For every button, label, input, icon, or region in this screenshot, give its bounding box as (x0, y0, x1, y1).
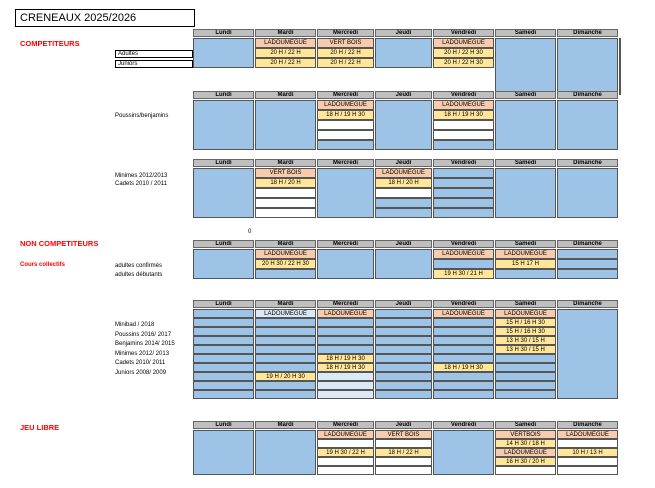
slot-cell: LADOUMEGUE (317, 309, 374, 318)
slot-cell: LADOUMEGUE (375, 168, 432, 178)
empty-slot (433, 336, 494, 345)
empty-slot (317, 249, 374, 279)
empty-slot (495, 100, 556, 150)
empty-slot (557, 100, 618, 150)
day-header-vendredi: Vendredi (433, 159, 494, 167)
empty-slot (557, 269, 618, 279)
empty-slot (433, 140, 494, 150)
slot-cell: LADOUMEGUE (557, 430, 618, 439)
day-header-lundi: Lundi (193, 29, 254, 37)
empty-slot (193, 327, 254, 336)
section-non-competiteurs: NON COMPETITEURS (20, 239, 99, 248)
empty-slot (255, 269, 316, 279)
empty-slot (375, 38, 432, 68)
empty-slot (255, 390, 316, 399)
label-cadets-2: Cadets 2010/ 2011 (115, 360, 166, 366)
empty-slot (317, 120, 374, 130)
empty-slot (255, 100, 316, 150)
empty-slot (255, 363, 316, 372)
label-poussins-benjamins: Poussins/benjamins (115, 113, 169, 119)
empty-slot (433, 208, 494, 218)
table-adults-juniors (193, 29, 613, 75)
empty-slot (193, 345, 254, 354)
empty-slot (433, 354, 494, 363)
day-header-vendredi: Vendredi (433, 29, 494, 37)
empty-slot (495, 466, 556, 475)
slot-cell: 18 H / 19 H 30 (433, 110, 494, 120)
slot-cell: LADOUMEGUE (433, 38, 494, 48)
empty-slot (317, 336, 374, 345)
empty-slot (375, 327, 432, 336)
empty-slot (433, 327, 494, 336)
empty-slot (375, 309, 432, 318)
empty-slot (255, 430, 316, 475)
empty-slot (375, 466, 432, 475)
empty-slot (433, 381, 494, 390)
empty-slot (557, 309, 618, 399)
slot-cell: 13 H 30 / 15 H (495, 336, 556, 345)
empty-slot (255, 188, 316, 198)
section-cours-collectifs: Cours collectifs (20, 262, 66, 268)
slot-cell: 18 H / 19 H 30 (317, 110, 374, 120)
day-header-mercredi: Mercredi (317, 29, 374, 37)
label-juniors-2: Juniors 2008/ 2009 (115, 370, 167, 376)
empty-slot (557, 439, 618, 448)
day-header-samedi: Samedi (495, 29, 556, 37)
slot-cell: 20 H / 22 H (317, 58, 374, 68)
label-benjamins: Benjamins 2014/ 2015 (115, 341, 175, 347)
slot-cell: LADOUMEGUE (255, 249, 316, 259)
label-minimes-2: Minimes 2012/ 2013 (115, 351, 170, 357)
empty-slot (375, 345, 432, 354)
empty-slot (317, 439, 374, 448)
day-header-mardi: Mardi (255, 159, 316, 167)
table-non-competiteurs-adultes (193, 240, 613, 280)
empty-slot (193, 249, 254, 279)
empty-slot (193, 336, 254, 345)
empty-slot (375, 457, 432, 466)
empty-slot (317, 168, 374, 218)
slot-cell: 20 H / 22 H 30 (433, 58, 494, 68)
day-header-jeudi: Jeudi (375, 91, 432, 99)
empty-slot (433, 168, 494, 178)
empty-slot (495, 354, 556, 363)
empty-slot (375, 336, 432, 345)
slot-cell: 13 H 30 / 15 H (495, 345, 556, 354)
slot-cell: 19 H / 20 H 30 (255, 372, 316, 381)
empty-slot (557, 168, 618, 218)
table-jeu-libre (193, 421, 613, 473)
label-poussins: Poussins 2016/ 2017 (115, 332, 172, 338)
day-header-mardi: Mardi (255, 300, 316, 308)
table-minimes-cadets (193, 159, 613, 217)
empty-slot (193, 390, 254, 399)
empty-slot (193, 363, 254, 372)
day-header-dimanche: Dimanche (557, 240, 618, 248)
empty-slot (255, 354, 316, 363)
slot-cell: LADOUMEGUE (255, 38, 316, 48)
empty-slot (495, 168, 556, 218)
slot-cell: 18 H / 20 H (255, 178, 316, 188)
empty-slot (375, 354, 432, 363)
empty-slot (557, 38, 618, 95)
empty-slot (433, 390, 494, 399)
empty-slot (375, 390, 432, 399)
day-header-jeudi: Jeudi (375, 29, 432, 37)
day-header-vendredi: Vendredi (433, 421, 494, 429)
slot-cell: 20 H / 22 H (255, 58, 316, 68)
empty-slot (193, 318, 254, 327)
slot-cell: 15 H / 16 H 30 (495, 327, 556, 336)
table-poussins-benjamins (193, 91, 613, 149)
day-header-dimanche: Dimanche (557, 421, 618, 429)
empty-slot (317, 130, 374, 140)
empty-slot (375, 208, 432, 218)
day-header-samedi: Samedi (495, 240, 556, 248)
empty-slot (317, 381, 374, 390)
day-header-mercredi: Mercredi (317, 91, 374, 99)
slot-cell: 16 H 30 / 20 H (495, 457, 556, 466)
day-header-mercredi: Mercredi (317, 421, 374, 429)
slot-cell: 10 H / 13 H (557, 448, 618, 457)
empty-slot (433, 318, 494, 327)
day-header-lundi: Lundi (193, 240, 254, 248)
slot-cell: LADOUMEGUE (433, 100, 494, 110)
day-header-samedi: Samedi (495, 159, 556, 167)
slot-cell: 18 H / 19 H 30 (433, 363, 494, 372)
slot-cell: 18 H / 19 H 30 (317, 354, 374, 363)
empty-slot (317, 318, 374, 327)
label-adultes-debutants: adultes débutants (115, 272, 163, 278)
competiteurs-label-box (115, 50, 193, 68)
day-header-mercredi: Mercredi (317, 240, 374, 248)
label-juniors: Juniors (115, 60, 193, 68)
label-adultes-confirmes: adultes confirmés (115, 263, 163, 269)
slot-cell: LADOUMEGUE (433, 249, 494, 259)
day-header-jeudi: Jeudi (375, 421, 432, 429)
day-header-samedi: Samedi (495, 300, 556, 308)
day-header-samedi: Samedi (495, 421, 556, 429)
day-header-dimanche: Dimanche (557, 29, 618, 37)
slot-cell: LADOUMEGUE (495, 249, 556, 259)
empty-slot (317, 466, 374, 475)
empty-slot (193, 100, 254, 150)
empty-slot (495, 381, 556, 390)
day-header-dimanche: Dimanche (557, 300, 618, 308)
empty-slot (433, 178, 494, 188)
day-header-mercredi: Mercredi (317, 159, 374, 167)
day-header-dimanche: Dimanche (557, 91, 618, 99)
day-header-jeudi: Jeudi (375, 159, 432, 167)
empty-slot (495, 372, 556, 381)
empty-slot (317, 457, 374, 466)
slot-cell: 20 H 30 / 22 H 30 (255, 259, 316, 269)
empty-slot (317, 327, 374, 336)
empty-slot (255, 318, 316, 327)
empty-slot (433, 372, 494, 381)
empty-slot (255, 381, 316, 390)
day-header-jeudi: Jeudi (375, 300, 432, 308)
day-header-jeudi: Jeudi (375, 240, 432, 248)
day-header-mercredi: Mercredi (317, 300, 374, 308)
empty-slot (375, 100, 432, 150)
empty-slot (375, 198, 432, 208)
day-header-lundi: Lundi (193, 300, 254, 308)
empty-slot (193, 168, 254, 218)
empty-slot (255, 327, 316, 336)
empty-slot (255, 208, 316, 218)
empty-slot (317, 390, 374, 399)
day-header-mardi: Mardi (255, 29, 316, 37)
empty-slot (255, 345, 316, 354)
day-header-vendredi: Vendredi (433, 300, 494, 308)
day-header-vendredi: Vendredi (433, 240, 494, 248)
empty-slot (193, 354, 254, 363)
day-header-mardi: Mardi (255, 240, 316, 248)
empty-slot (495, 390, 556, 399)
empty-slot (433, 130, 494, 140)
empty-slot (193, 381, 254, 390)
empty-slot (375, 188, 432, 198)
empty-slot (193, 372, 254, 381)
day-header-vendredi: Vendredi (433, 91, 494, 99)
label-cadets: Cadets 2010 / 2011 (115, 181, 167, 187)
day-header-samedi: Samedi (495, 91, 556, 99)
slot-cell: 20 H / 22 H (255, 48, 316, 58)
slot-cell: 15 H 17 H (495, 259, 556, 269)
empty-slot (375, 249, 432, 279)
slot-cell: VERT BOIS (317, 38, 374, 48)
slot-cell: 14 H 30 / 18 H (495, 439, 556, 448)
section-competiteurs: COMPETITEURS (20, 39, 80, 48)
empty-slot (433, 430, 494, 475)
slot-cell: LADOUMEGUE (255, 309, 316, 318)
empty-slot (433, 345, 494, 354)
slot-cell: 18 H / 19 H 30 (317, 363, 374, 372)
empty-slot (557, 457, 618, 466)
label-minibad: Minibad / 2018 (115, 322, 155, 328)
slot-cell: VERT BOIS (375, 430, 432, 439)
day-header-mardi: Mardi (255, 91, 316, 99)
empty-slot (433, 120, 494, 130)
label-adultes: Adultes (115, 50, 193, 58)
empty-slot (317, 372, 374, 381)
slot-cell: LADOUMEGUE (495, 309, 556, 318)
day-header-lundi: Lundi (193, 91, 254, 99)
day-header-lundi: Lundi (193, 421, 254, 429)
slot-cell: 20 H / 22 H 30 (433, 48, 494, 58)
stray-value: 0 (248, 229, 252, 235)
empty-slot (557, 466, 618, 475)
slot-cell: 19 H 30 / 22 H (317, 448, 374, 457)
slot-cell: VERT BOIS (255, 168, 316, 178)
empty-slot (193, 38, 254, 68)
empty-slot (375, 381, 432, 390)
empty-slot (375, 363, 432, 372)
empty-slot (317, 345, 374, 354)
slot-cell: LADOUMEGUE (433, 309, 494, 318)
empty-slot (255, 198, 316, 208)
empty-slot (375, 439, 432, 448)
slot-cell: LADOUMEGUE (317, 430, 374, 439)
slot-cell: 18 H / 22 H (375, 448, 432, 457)
empty-slot (193, 309, 254, 318)
slot-cell: 15 H / 16 H 30 (495, 318, 556, 327)
empty-slot (375, 372, 432, 381)
slot-cell: 18 H / 20 H (375, 178, 432, 188)
empty-slot (557, 259, 618, 269)
empty-slot (317, 140, 374, 150)
empty-slot (433, 259, 494, 269)
empty-slot (495, 269, 556, 279)
slot-cell: 20 H / 22 H (317, 48, 374, 58)
empty-slot (619, 38, 621, 95)
empty-slot (557, 249, 618, 259)
slot-cell: LADOUMEGUE (495, 448, 556, 457)
empty-slot (495, 363, 556, 372)
empty-slot (255, 336, 316, 345)
slot-cell: 19 H 30 / 21 H (433, 269, 494, 279)
empty-slot (433, 188, 494, 198)
section-jeu-libre: JEU LIBRE (20, 423, 60, 432)
empty-slot (193, 430, 254, 475)
slot-cell: LADOUMEGUE (317, 100, 374, 110)
slot-cell: VERTBOIS (495, 430, 556, 439)
empty-slot (433, 198, 494, 208)
empty-slot (375, 318, 432, 327)
page-title: CRENEAUX 2025/2026 (15, 9, 195, 27)
table-jeunes-non-competiteurs (193, 300, 613, 400)
day-header-dimanche: Dimanche (557, 159, 618, 167)
empty-slot (495, 38, 556, 95)
label-minimes: Minimes 2012/2013 (115, 173, 168, 179)
day-header-mardi: Mardi (255, 421, 316, 429)
day-header-lundi: Lundi (193, 159, 254, 167)
